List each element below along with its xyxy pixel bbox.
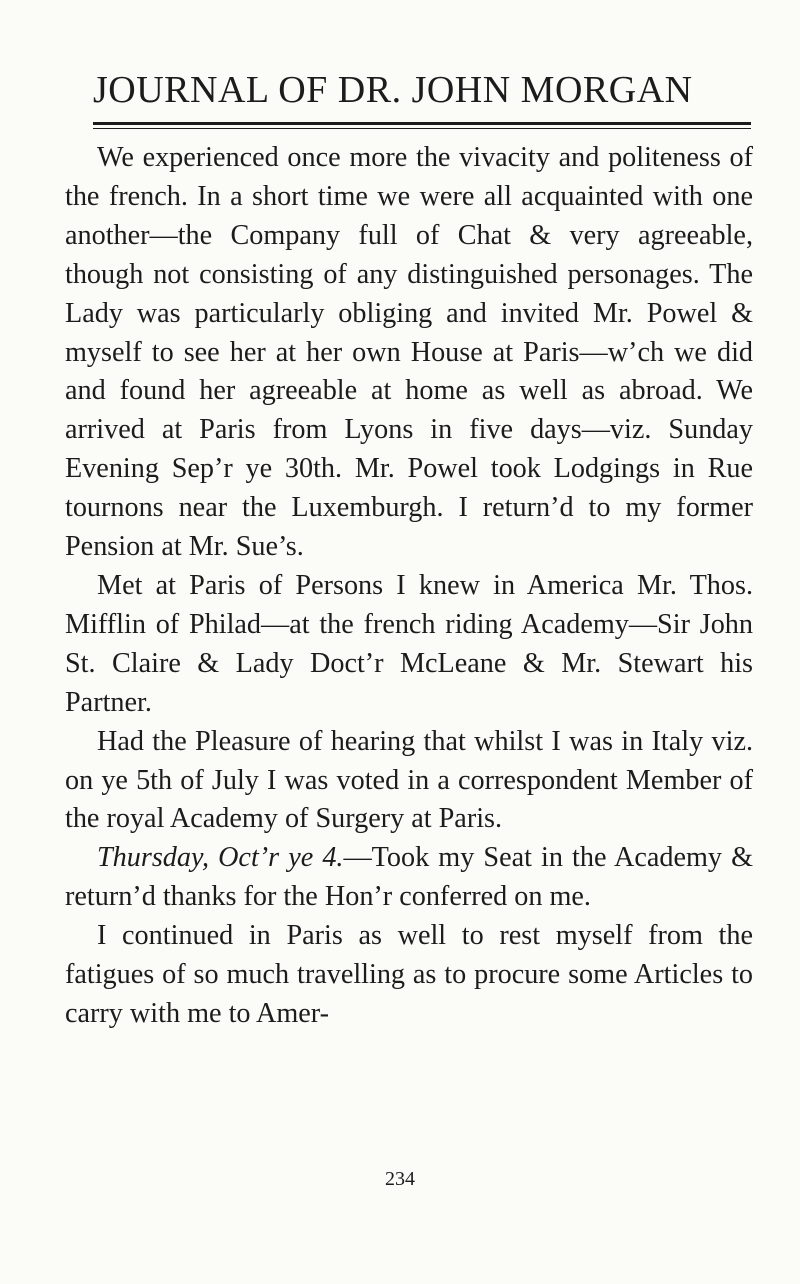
running-title: JOURNAL OF DR. JOHN MORGAN [93,69,693,111]
entry-text: —Took my Seat in the Academy & return’d thanks for the Hon’r conferred on me. [65,842,754,913]
header-rule-thin [93,128,751,129]
paragraph-2: Met at Paris of Persons I knew in America Mr. Thos. Mifflin of Philad—at the french riding Academy—Sir John St. Claire & Lady Doct’r McLeane & Mr. Stewart his Partner. [65,569,753,718]
body-text [65,139,753,1034]
paragraph-1: We experienced once more the vivacity and politeness of the french. In a short time we were all acquainted with one another—the Company full of Chat & very agreeable, though not consisting of any distinguished personages. The Lady was particularly obliging and invited Mr. Powel & myself to see her at her own House at Paris—w’ch we did and found her agreeable at home as well as abroad. We arrived at Paris from Lyons in five days—viz. Sunday Evening Sep’r ye 30th. Mr. Powel took Lodgings in Rue tournons near the Luxemburgh. I return’d to my former Pension at Mr. Sue’s. [65,142,753,563]
page-number: 234 [385,1168,415,1190]
header-rule-thick [93,122,751,125]
paragraph-4 [65,839,753,917]
entry-date: Thursday, Oct’r ye 4. [97,842,344,874]
paragraph-5: I continued in Paris as well to rest myself from the fatigues of so much travelling as to procure some Articles to carry with me to Amer- [65,920,753,1029]
paragraph-3: Had the Pleasure of hearing that whilst I was in Italy viz. on ye 5th of July I was voted in a correspondent Member of the royal Academy of Surgery at Paris. [65,725,753,835]
